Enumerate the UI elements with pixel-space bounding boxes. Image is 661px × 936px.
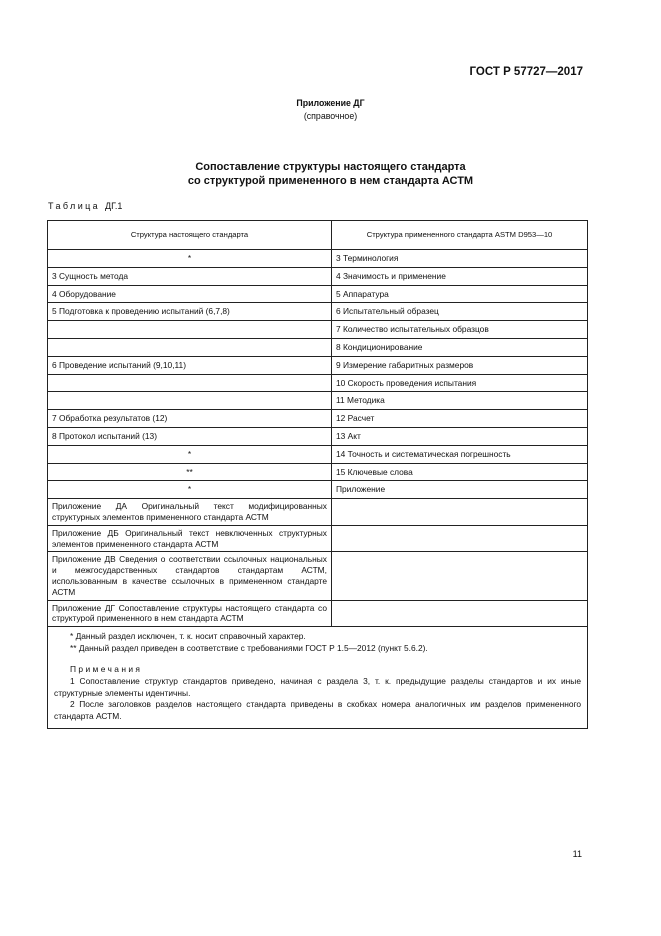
cell-this-standard: 4 Оборудование — [48, 285, 332, 303]
cell-astm-standard: Приложение — [332, 481, 588, 499]
table-row — [48, 338, 588, 356]
column-header-astm-standard: Структура примененного стандарта ASTM D953—10 — [332, 221, 588, 250]
cell-appendix-dg: Приложение ДГ Сопоставление структуры настоящего стандарта со структурой примененного в нем стандарта АСТМ — [48, 600, 332, 627]
appendix-title: Приложение ДГ — [296, 98, 365, 108]
table-row-appendix — [48, 525, 588, 552]
table-row — [48, 356, 588, 374]
cell-astm-standard — [332, 552, 588, 600]
cell-appendix-dv: Приложение ДВ Сведения о соответствии ссылочных национальных и межгосударственных стандартов стандартам АСТМ, использованным в качестве ссылочных в примененном стандарте АСТМ — [48, 552, 332, 600]
table-row — [48, 427, 588, 445]
column-header-this-standard: Структура настоящего стандарта — [48, 221, 332, 250]
comparison-table — [47, 220, 588, 729]
cell-astm-standard: 11 Методика — [332, 392, 588, 410]
cell-astm-standard: 13 Акт — [332, 427, 588, 445]
cell-appendix-da: Приложение ДА Оригинальный текст модифицированных структурных элементов примененного стандарта АСТМ — [48, 499, 332, 526]
heading-line-2: со структурой примененного в нем стандарта АСТМ — [187, 175, 474, 187]
table-row — [48, 374, 588, 392]
table-label-prefix: Таблица — [48, 201, 101, 211]
table-row-appendix — [48, 499, 588, 526]
note-2: 2 После заголовков разделов настоящего стандарта приведены в скобках номера аналогичных им разделов примененного стандарта АСТМ. — [54, 699, 581, 721]
table-header-row — [48, 221, 588, 250]
appendix-subtitle: (справочное) — [303, 111, 358, 121]
table-row — [48, 267, 588, 285]
notes-title: Примечания — [70, 664, 143, 675]
cell-astm-standard: 12 Расчет — [332, 410, 588, 428]
cell-astm-standard: 9 Измерение габаритных размеров — [332, 356, 588, 374]
cell-this-standard: * — [48, 445, 332, 463]
cell-astm-standard: 14 Точность и систематическая погрешность — [332, 445, 588, 463]
table-row — [48, 392, 588, 410]
table-row — [48, 410, 588, 428]
cell-this-standard — [48, 374, 332, 392]
table-row — [48, 463, 588, 481]
cell-astm-standard — [332, 600, 588, 627]
cell-this-standard: 3 Сущность метода — [48, 267, 332, 285]
cell-this-standard: 6 Проведение испытаний (9,10,11) — [48, 356, 332, 374]
cell-this-standard — [48, 321, 332, 339]
cell-this-standard: 5 Подготовка к проведению испытаний (6,7,8) — [48, 303, 332, 321]
table-label — [48, 201, 122, 211]
table-label-number: ДГ.1 — [105, 201, 123, 211]
cell-this-standard: 7 Обработка результатов (12) — [48, 410, 332, 428]
table-row — [48, 321, 588, 339]
cell-astm-standard: 5 Аппаратура — [332, 285, 588, 303]
cell-astm-standard: 4 Значимость и применение — [332, 267, 588, 285]
cell-this-standard: * — [48, 250, 332, 268]
table-row-appendix — [48, 552, 588, 600]
cell-astm-standard: 10 Скорость проведения испытания — [332, 374, 588, 392]
document-code: ГОСТ Р 57727—2017 — [469, 66, 583, 78]
table-row — [48, 481, 588, 499]
cell-this-standard — [48, 338, 332, 356]
table-notes-cell — [48, 627, 588, 729]
cell-this-standard: * — [48, 481, 332, 499]
cell-astm-standard: 8 Кондиционирование — [332, 338, 588, 356]
cell-astm-standard: 7 Количество испытательных образцов — [332, 321, 588, 339]
table-row — [48, 303, 588, 321]
cell-this-standard: ** — [48, 463, 332, 481]
cell-astm-standard: 6 Испытательный образец — [332, 303, 588, 321]
table-row — [48, 445, 588, 463]
page-number: 11 — [572, 849, 582, 859]
section-heading — [0, 160, 661, 188]
cell-appendix-db: Приложение ДБ Оригинальный текст невключенных структурных элементов примененного стандарта АСТМ — [48, 525, 332, 552]
cell-this-standard: 8 Протокол испытаний (13) — [48, 427, 332, 445]
footnote-double-asterisk: ** Данный раздел приведен в соответствие с требованиями ГОСТ Р 1.5—2012 (пункт 5.6.2). — [70, 642, 428, 653]
cell-this-standard — [48, 392, 332, 410]
heading-line-1: Сопоставление структуры настоящего стандарта — [195, 161, 466, 173]
note-1: 1 Сопоставление структур стандартов приведено, начиная с раздела 3, т. к. предыдущие разделы стандартов и их иные структурные элементы идентичны. — [54, 675, 581, 698]
cell-astm-standard — [332, 525, 588, 552]
table-row — [48, 285, 588, 303]
cell-astm-standard — [332, 499, 588, 526]
footnote-single-asterisk: * Данный раздел исключен, т. к. носит справочный характер. — [70, 631, 306, 642]
table-notes-row — [48, 627, 588, 729]
cell-astm-standard: 15 Ключевые слова — [332, 463, 588, 481]
table-row — [48, 250, 588, 268]
cell-astm-standard: 3 Терминология — [332, 250, 588, 268]
appendix-caption — [0, 97, 661, 123]
table-row-appendix — [48, 600, 588, 627]
